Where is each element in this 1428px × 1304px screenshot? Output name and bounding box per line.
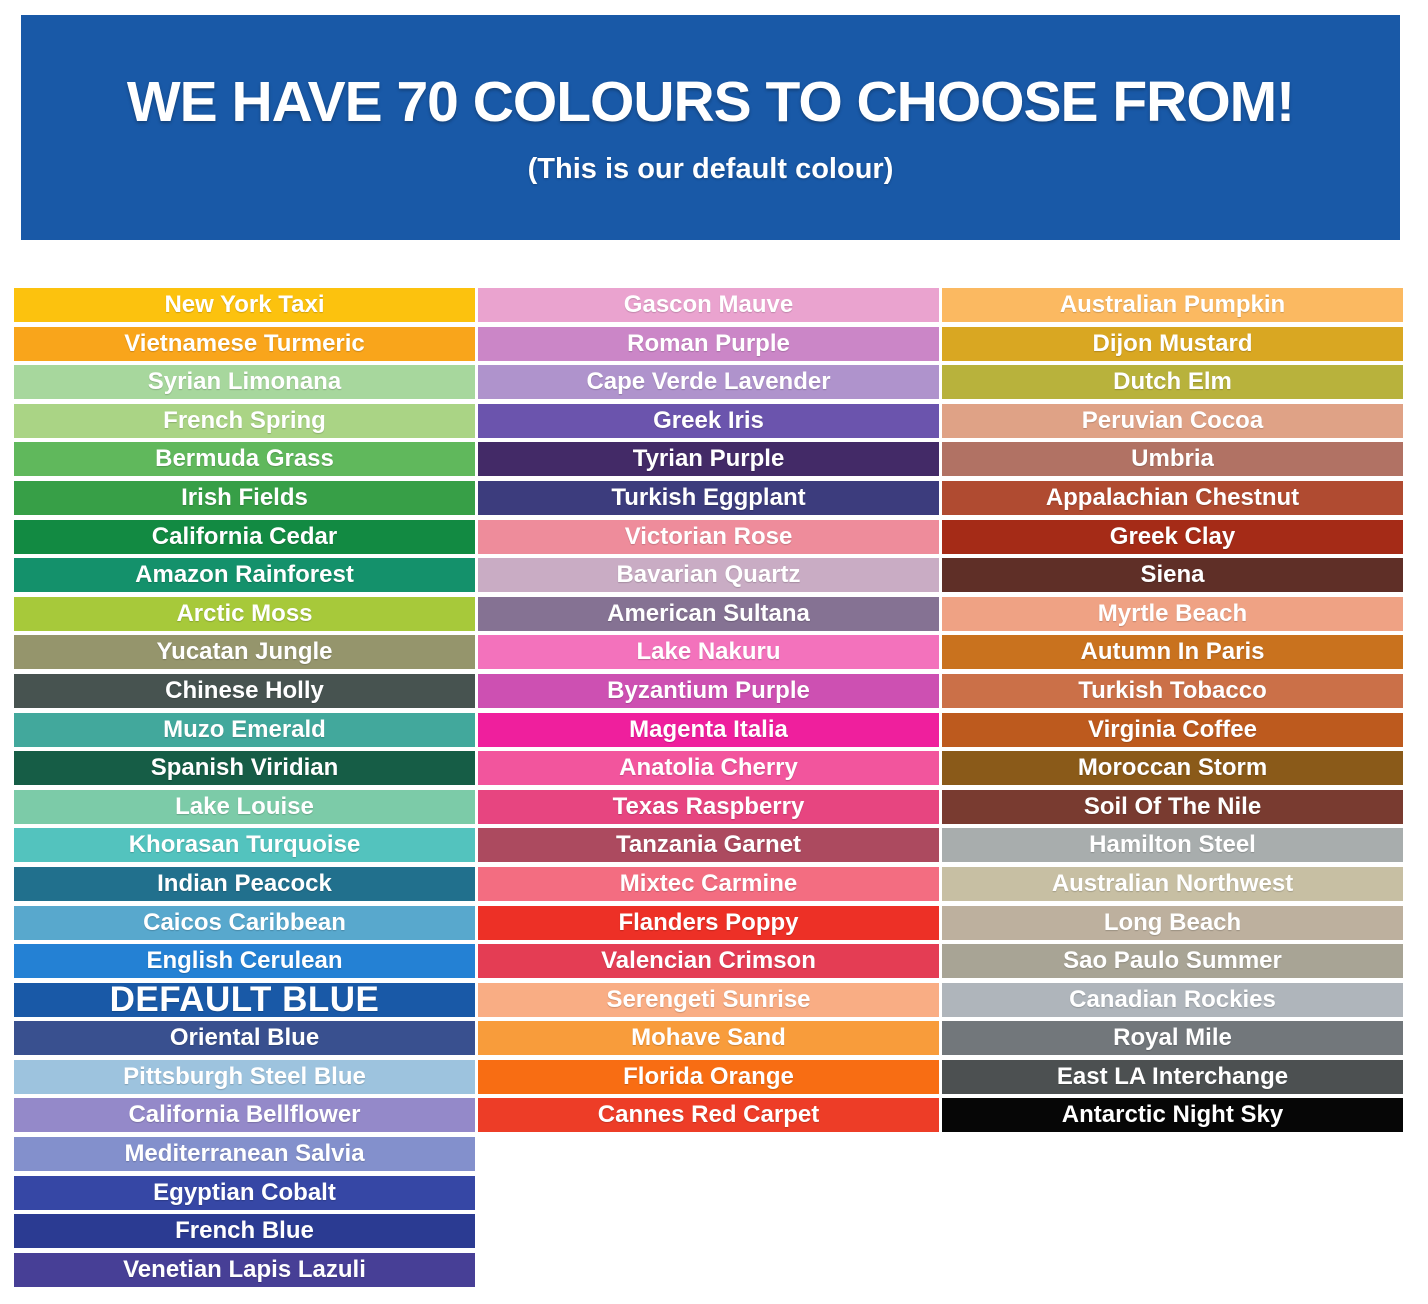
swatch-label: Florida Orange xyxy=(623,1062,794,1090)
swatch-yucatan-jungle xyxy=(14,635,475,669)
swatch-label: Mediterranean Salvia xyxy=(124,1140,365,1168)
swatch-label: Siena xyxy=(1140,561,1205,589)
swatch-label: California Bellflower xyxy=(128,1101,361,1129)
swatch-american-sultana xyxy=(478,597,939,631)
swatch-autumn-in-paris xyxy=(942,635,1403,669)
swatch-label: Serengeti Sunrise xyxy=(606,985,811,1013)
swatch-magenta-italia xyxy=(478,713,939,747)
swatch-australian-northwest xyxy=(942,867,1403,901)
swatch-label: Indian Peacock xyxy=(157,869,332,897)
swatch-mixtec-carmine xyxy=(478,867,939,901)
swatch-label: Bavarian Quartz xyxy=(616,561,801,589)
swatch-caicos-caribbean xyxy=(14,906,475,940)
swatch-california-bellflower xyxy=(14,1098,475,1132)
swatch-new-york-taxi xyxy=(14,288,475,322)
swatch-label: Antarctic Night Sky xyxy=(1061,1101,1284,1129)
swatch-mohave-sand xyxy=(478,1021,939,1055)
swatch-arctic-moss xyxy=(14,597,475,631)
swatch-label: Dutch Elm xyxy=(1113,368,1232,396)
swatch-siena xyxy=(942,558,1403,592)
swatch-label: Bermuda Grass xyxy=(155,445,334,473)
swatch-label: Anatolia Cherry xyxy=(619,754,798,782)
swatch-label: DEFAULT BLUE xyxy=(109,979,380,1019)
page-title: WE HAVE 70 COLOURS TO CHOOSE FROM! xyxy=(126,70,1295,134)
swatch-label: Mixtec Carmine xyxy=(619,869,798,897)
swatch-label: Australian Northwest xyxy=(1051,869,1294,897)
swatch-east-la-interchange xyxy=(942,1060,1403,1094)
swatch-label: Greek Clay xyxy=(1109,522,1236,550)
swatch-label: Mohave Sand xyxy=(631,1024,786,1052)
swatch-default-blue xyxy=(14,979,475,1019)
swatch-tanzania-garnet xyxy=(478,828,939,862)
swatch-label: Byzantium Purple xyxy=(607,676,810,704)
swatch-khorasan-turquoise xyxy=(14,828,475,862)
swatch-turkish-eggplant xyxy=(478,481,939,515)
swatch-greek-iris xyxy=(478,404,939,438)
swatch-label: Vietnamese Turmeric xyxy=(124,329,365,357)
swatch-label: Cannes Red Carpet xyxy=(597,1101,820,1129)
swatch-greek-clay xyxy=(942,520,1403,554)
column-3 xyxy=(942,288,1403,1291)
swatch-label: Sao Paulo Summer xyxy=(1063,947,1282,975)
swatch-label: Autumn In Paris xyxy=(1080,638,1265,666)
swatch-antarctic-night-sky xyxy=(942,1098,1403,1132)
swatch-peruvian-cocoa xyxy=(942,404,1403,438)
swatch-label: Oriental Blue xyxy=(169,1024,320,1052)
swatch-flanders-poppy xyxy=(478,906,939,940)
swatch-label: Appalachian Chestnut xyxy=(1045,483,1300,511)
swatch-label: Venetian Lapis Lazuli xyxy=(123,1255,366,1283)
swatch-cape-verde-lavender xyxy=(478,365,939,399)
swatch-label: Flanders Poppy xyxy=(618,908,799,936)
swatch-roman-purple xyxy=(478,327,939,361)
swatch-label: Amazon Rainforest xyxy=(135,561,354,589)
swatch-oriental-blue xyxy=(14,1021,475,1055)
swatch-label: French Spring xyxy=(163,406,326,434)
swatch-sao-paulo-summer xyxy=(942,944,1403,978)
swatch-label: Roman Purple xyxy=(627,329,790,357)
swatch-label: Muzo Emerald xyxy=(163,715,326,743)
swatch-label: Arctic Moss xyxy=(176,599,313,627)
swatch-label: Pittsburgh Steel Blue xyxy=(123,1062,366,1090)
swatch-umbria xyxy=(942,442,1403,476)
swatch-label: Cape Verde Lavender xyxy=(586,368,831,396)
swatch-lake-nakuru xyxy=(478,635,939,669)
swatch-label: Lake Nakuru xyxy=(636,638,781,666)
swatch-muzo-emerald xyxy=(14,713,475,747)
swatch-label: Yucatan Jungle xyxy=(156,638,333,666)
swatch-florida-orange xyxy=(478,1060,939,1094)
swatch-label: Moroccan Storm xyxy=(1077,754,1268,782)
swatch-victorian-rose xyxy=(478,520,939,554)
column-1 xyxy=(14,288,475,1291)
swatch-label: Virginia Coffee xyxy=(1088,715,1257,743)
swatch-label: Royal Mile xyxy=(1113,1024,1232,1052)
header-banner xyxy=(21,15,1400,240)
swatch-label: English Cerulean xyxy=(146,947,343,975)
swatch-grid xyxy=(14,288,1403,1291)
swatch-long-beach xyxy=(942,906,1403,940)
swatch-label: Caicos Caribbean xyxy=(143,908,346,936)
swatch-canadian-rockies xyxy=(942,983,1403,1017)
swatch-label: Peruvian Cocoa xyxy=(1081,406,1264,434)
swatch-texas-raspberry xyxy=(478,790,939,824)
swatch-chinese-holly xyxy=(14,674,475,708)
swatch-label: Texas Raspberry xyxy=(612,792,805,820)
swatch-label: Turkish Eggplant xyxy=(611,483,806,511)
swatch-irish-fields xyxy=(14,481,475,515)
swatch-byzantium-purple xyxy=(478,674,939,708)
swatch-label: Chinese Holly xyxy=(165,676,324,704)
swatch-pittsburgh-steel-blue xyxy=(14,1060,475,1094)
swatch-label: Lake Louise xyxy=(175,792,314,820)
swatch-cannes-red-carpet xyxy=(478,1098,939,1132)
swatch-indian-peacock xyxy=(14,867,475,901)
swatch-turkish-tobacco xyxy=(942,674,1403,708)
swatch-mediterranean-salvia xyxy=(14,1137,475,1171)
swatch-english-cerulean xyxy=(14,944,475,978)
swatch-dutch-elm xyxy=(942,365,1403,399)
swatch-vietnamese-turmeric xyxy=(14,327,475,361)
swatch-label: Valencian Crimson xyxy=(601,947,816,975)
swatch-anatolia-cherry xyxy=(478,751,939,785)
swatch-french-blue xyxy=(14,1214,475,1248)
swatch-valencian-crimson xyxy=(478,944,939,978)
swatch-gascon-mauve xyxy=(478,288,939,322)
swatch-dijon-mustard xyxy=(942,327,1403,361)
swatch-label: Soil Of The Nile xyxy=(1083,792,1262,820)
swatch-label: East LA Interchange xyxy=(1056,1062,1289,1090)
swatch-bermuda-grass xyxy=(14,442,475,476)
swatch-label: Irish Fields xyxy=(181,483,308,511)
swatch-label: Tanzania Garnet xyxy=(616,831,801,859)
swatch-label: Spanish Viridian xyxy=(150,754,339,782)
page-subtitle: (This is our default colour) xyxy=(527,153,894,185)
swatch-label: Greek Iris xyxy=(653,406,764,434)
swatch-label: Umbria xyxy=(1131,445,1214,473)
swatch-lake-louise xyxy=(14,790,475,824)
swatch-egyptian-cobalt xyxy=(14,1176,475,1210)
swatch-tyrian-purple xyxy=(478,442,939,476)
swatch-french-spring xyxy=(14,404,475,438)
swatch-royal-mile xyxy=(942,1021,1403,1055)
swatch-label: Tyrian Purple xyxy=(632,445,785,473)
swatch-bavarian-quartz xyxy=(478,558,939,592)
swatch-label: New York Taxi xyxy=(164,291,325,318)
swatch-california-cedar xyxy=(14,520,475,554)
swatch-moroccan-storm xyxy=(942,751,1403,785)
swatch-virginia-coffee xyxy=(942,713,1403,747)
swatch-amazon-rainforest xyxy=(14,558,475,592)
swatch-label: Magenta Italia xyxy=(629,715,788,743)
swatch-label: Syrian Limonana xyxy=(147,368,342,396)
swatch-appalachian-chestnut xyxy=(942,481,1403,515)
swatch-syrian-limonana xyxy=(14,365,475,399)
swatch-venetian-lapis-lazuli xyxy=(14,1253,475,1287)
swatch-label: French Blue xyxy=(175,1217,314,1245)
swatch-myrtle-beach xyxy=(942,597,1403,631)
swatch-label: Myrtle Beach xyxy=(1097,599,1248,627)
swatch-label: Dijon Mustard xyxy=(1092,329,1253,357)
swatch-label: Victorian Rose xyxy=(624,522,793,550)
swatch-hamilton-steel xyxy=(942,828,1403,862)
swatch-label: California Cedar xyxy=(151,522,338,550)
swatch-label: Egyptian Cobalt xyxy=(153,1178,336,1206)
swatch-spanish-viridian xyxy=(14,751,475,785)
swatch-serengeti-sunrise xyxy=(478,983,939,1017)
column-2 xyxy=(478,288,939,1291)
swatch-label: Gascon Mauve xyxy=(623,291,794,318)
swatch-australian-pumpkin xyxy=(942,288,1403,322)
swatch-label: American Sultana xyxy=(607,599,810,627)
swatch-label: Canadian Rockies xyxy=(1069,985,1276,1013)
swatch-label: Australian Pumpkin xyxy=(1059,291,1286,318)
swatch-soil-of-the-nile xyxy=(942,790,1403,824)
swatch-label: Long Beach xyxy=(1103,908,1242,936)
swatch-label: Turkish Tobacco xyxy=(1078,676,1267,704)
swatch-label: Hamilton Steel xyxy=(1089,831,1256,859)
swatch-label: Khorasan Turquoise xyxy=(128,831,361,859)
